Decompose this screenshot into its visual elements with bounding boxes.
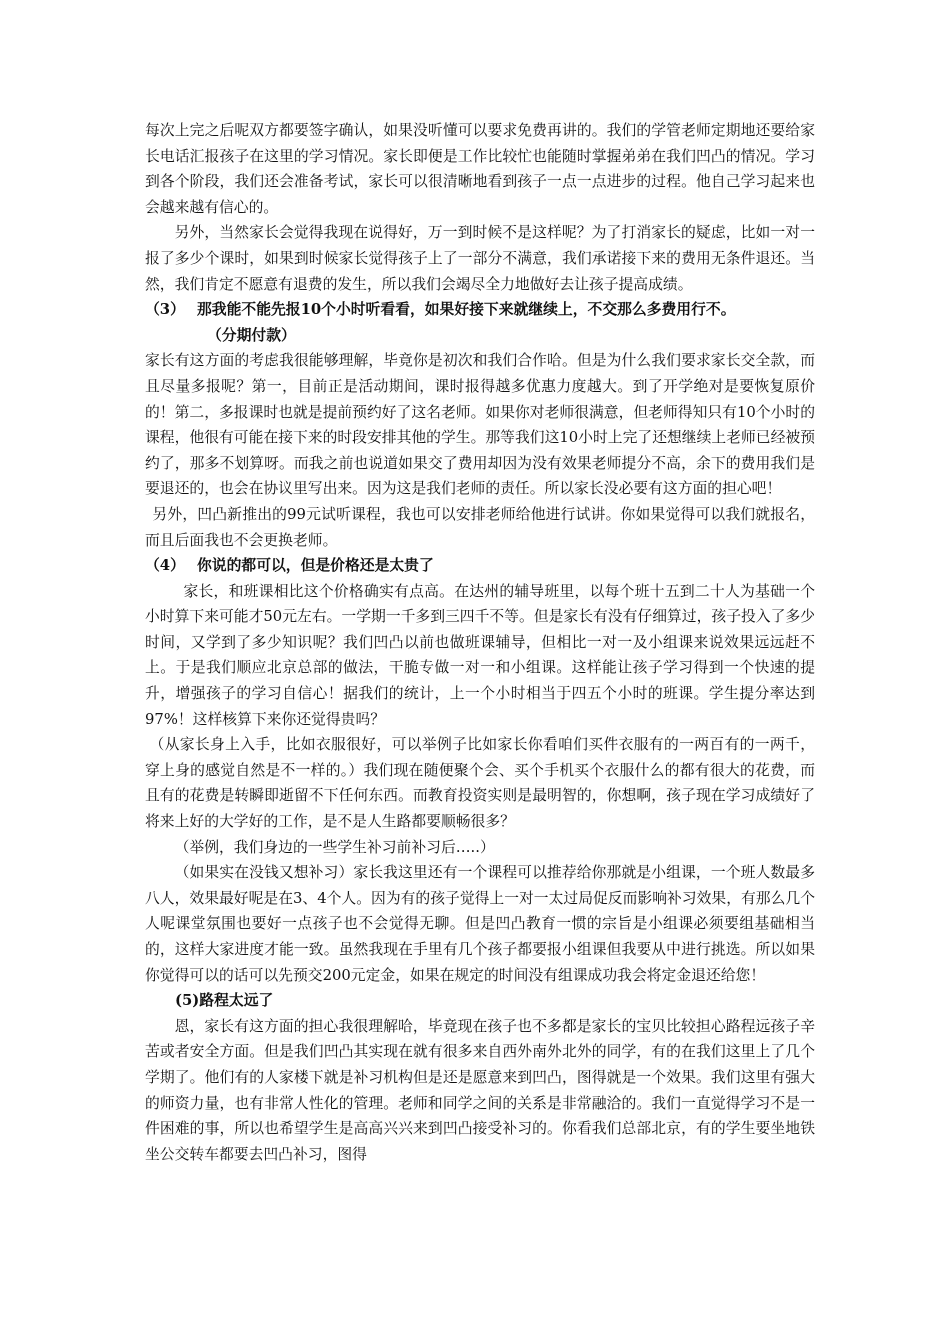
paragraph-3: 家长有这方面的考虑我很能够理解，毕竟你是初次和我们合作哈。但是为什么我们要求家长交全款，而且尽量多报呢？第一，目前正是活动期间，课时报得越多优惠力度越大。到了开学绝对是要恢复原价的！第二，多报课时也就是提前预约好了这名老师。如果你对老师很满意，但老师得知只有10个小时的课程，他很有可能在接下来的时段安排其他的学生。那等我们这10小时上完了还想继续上老师已经被预约了，那多不划算呀。而我之前也说道如果交了费用却因为没有效果老师提分不高，余下的费用我们是要退还的，也会在协议里写出来。因为这是我们老师的责任。所以家长没必要有这方面的担心吧！ [145,352,815,498]
paragraph-1: 每次上完之后呢双方都要签字确认，如果没听懂可以要求免费再讲的。我们的学管老师定期地还要给家长电话汇报孩子在这里的学习情况。家长即便是工作比较忙也能随时掌握弟弟在我们凹凸的情况。学习到各个阶段，我们还会准备考试，家长可以很清晰地看到孩子一点一点进步的过程。他自己学习起来也会越来越有信心的。 [145,122,815,216]
document-page [145,118,815,1167]
heading-5: (5)路程太远了 [175,992,274,1010]
paragraph-9: 恩，家长有这方面的担心我很理解哈，毕竟现在孩子也不多都是家长的宝贝比较担心路程远孩子辛苦或者安全方面。但是我们凹凸其实现在就有很多来自西外南外北外的同学，有的在我们这里上了几个学期了。他们有的人家楼下就是补习机构但是还是愿意来到凹凸，图得就是一个效果。我们这里有强大的师资力量，也有非常人性化的管理。老师和同学之间的关系是非常融洽的。我们一直觉得学习不是一件困难的事，所以也希望学生是高高兴兴来到凹凸接受补习的。你看我们总部北京，有的学生要坐地铁坐公交转车都要去凹凸补习，图得 [145,1017,815,1163]
heading-4-text: 你说的都可以，但是价格还是太贵了 [197,557,434,575]
paragraph-2: 另外，当然家长会觉得我现在说得好，万一到时候不是这样呢？为了打消家长的疑虑，比如一对一报了多少个课时，如果到时候家长觉得孩子上了一部分不满意，我们承诺接下来的费用无条件退还。当然，我们肯定不愿意有退费的发生，所以我们会竭尽全力地做好去让孩子提高成绩。 [145,224,815,293]
heading-4 [145,553,815,579]
paragraph-6: （从家长身上入手，比如衣服很好，可以举例子比如家长你看咱们买件衣服有的一两百有的一两千，穿上身的感觉自然是不一样的。）我们现在随便聚个会、买个手机买个衣服什么的都有很大的花费，而且有的花费是转瞬即逝留不下任何东西。而教育投资实则是最明智的，你想啊，孩子现在学习成绩好了将来上好的大学好的工作，是不是人生路都要顺畅很多？ [145,736,815,831]
heading-3 [145,297,815,323]
heading-4-number: （4） [145,557,185,575]
heading-3-text: 那我能不能先报10个小时听看看，如果好接下来就继续上，不交那么多费用行不。 [197,301,736,319]
paragraph-8: （如果实在没钱又想补习）家长我这里还有一个课程可以推荐给你那就是小组课，一个班人数最多八人，效果最好呢是在3、4个人。因为有的孩子觉得上一对一太过局促反而影响补习效果，有那么几个人呢课堂氛围也要好一点孩子也不会觉得无聊。但是凹凸教育一惯的宗旨是小组课必须要组基础相当的，这样大家进度才能一致。虽然我现在手里有几个孩子都要报小组课但我要从中进行挑选。所以如果你觉得可以的话可以先预交200元定金，如果在规定的时间没有组课成功我会将定金退还给您！ [145,864,815,984]
paragraph-5: 家长，和班课相比这个价格确实有点高。在达州的辅导班里，以每个班十五到二十人为基础一个小时算下来可能才50元左右。一学期一千多到三四千不等。但是家长有没有仔细算过，孩子投入了多少时间，又学到了多少知识呢？我们凹凸以前也做班课辅导，但相比一对一及小组课来说效果远远赶不上。于是我们顺应北京总部的做法，干脆专做一对一和小组课。这样能让孩子学习得到一个快速的提升，增强孩子的学习自信心！据我们的统计，上一个小时相当于四五个小时的班课。学生提分率达到97%！这样核算下来你还觉得贵吗？ [145,582,815,728]
heading-3-subtitle: （分期付款） [207,326,296,344]
paragraph-4: 另外，凹凸新推出的99元试听课程，我也可以安排老师给他进行试讲。你如果觉得可以我们就报名，而且后面我也不会更换老师。 [145,505,815,549]
paragraph-7: （举例，我们身边的一些学生补习前补习后…..） [174,838,495,856]
heading-3-number: （3） [145,301,185,319]
